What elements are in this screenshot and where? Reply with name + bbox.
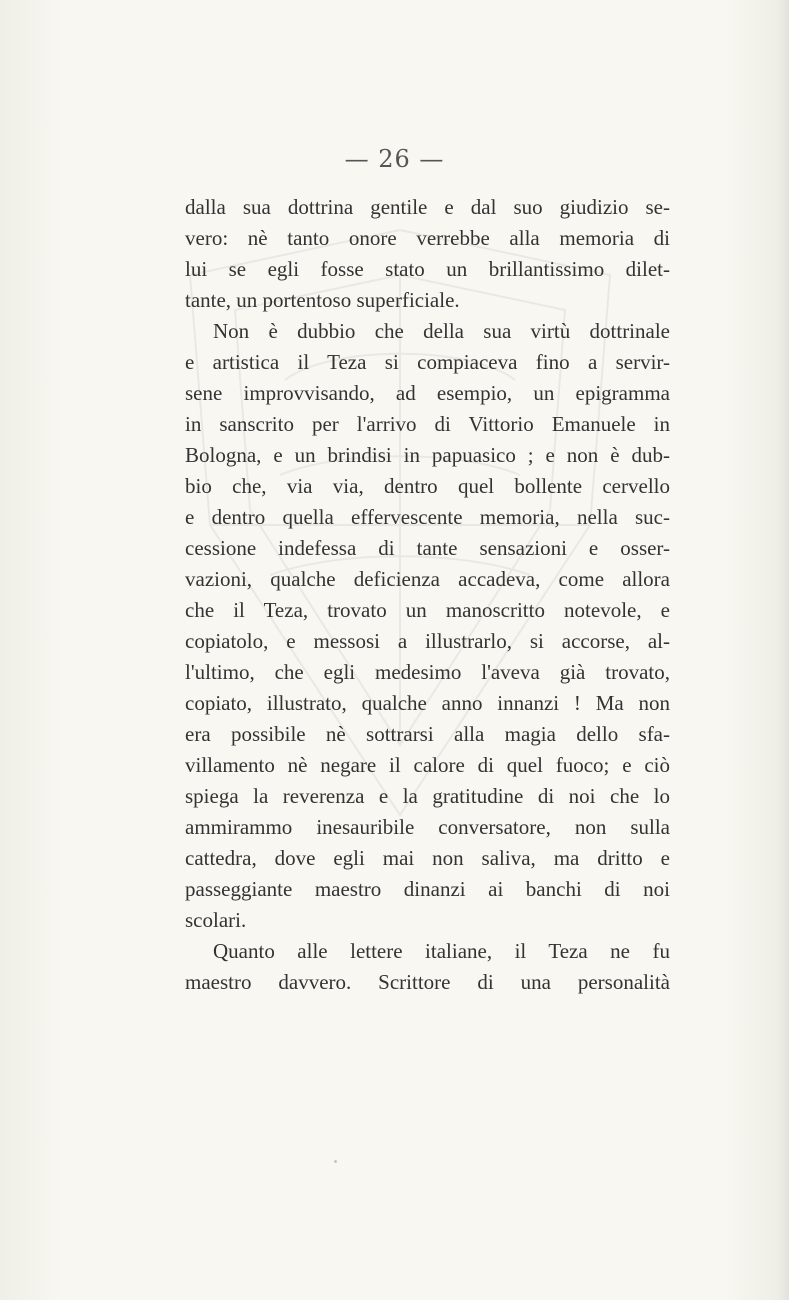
text-line: copiato, illustrato, qualche anno innanzi ! Ma non [185, 691, 670, 715]
text-line: Bologna, e un brindisi in papuasico ; e non è dub- [185, 443, 670, 467]
page-number-header: — 26 — [344, 145, 445, 173]
text-line: era possibile nè sottrarsi alla magia dello sfa- [185, 722, 670, 746]
page-edge-shadow [777, 0, 789, 1300]
text-line: l'ultimo, che egli medesimo l'aveva già trovato, [185, 660, 670, 684]
text-line: cattedra, dove egli mai non saliva, ma dritto e [185, 846, 670, 870]
text-line: in sanscrito per l'arrivo di Vittorio Emanuele in [185, 412, 670, 436]
text-line: vazioni, qualche deficienza accadeva, come allora [185, 567, 670, 591]
paper-speck [334, 1160, 337, 1163]
text-line: e artistica il Teza si compiaceva fino a servir- [185, 350, 670, 374]
text-line: bio che, via via, dentro quel bollente cervello [185, 474, 670, 498]
text-line: passeggiante maestro dinanzi ai banchi di noi [185, 877, 670, 901]
text-line: copiatolo, e messosi a illustrarlo, si accorse, al- [185, 629, 670, 653]
text-line: tante, un portentoso superficiale. [185, 288, 460, 312]
text-line: vero: nè tanto onore verrebbe alla memoria di [185, 226, 670, 250]
text-line: ammirammo inesauribile conversatore, non sulla [185, 815, 670, 839]
body-text [185, 192, 670, 998]
text-line: scolari. [185, 908, 247, 932]
text-line: lui se egli fosse stato un brillantissimo dilet- [185, 257, 670, 281]
text-line: spiega la reverenza e la gratitudine di noi che lo [185, 784, 670, 808]
text-line: che il Teza, trovato un manoscritto notevole, e [185, 598, 670, 622]
text-line: maestro davvero. Scrittore di una personalità [185, 970, 670, 994]
text-line: Non è dubbio che della sua virtù dottrinale [213, 319, 670, 343]
text-line: e dentro quella effervescente memoria, nella suc- [185, 505, 670, 529]
text-line: villamento nè negare il calore di quel fuoco; e ciò [185, 753, 670, 777]
text-line: sene improvvisando, ad esempio, un epigramma [185, 381, 670, 405]
text-line: Quanto alle lettere italiane, il Teza ne fu [213, 939, 670, 963]
text-line: dalla sua dottrina gentile e dal suo giudizio se- [185, 195, 670, 219]
text-line: cessione indefessa di tante sensazioni e osser- [185, 536, 670, 560]
